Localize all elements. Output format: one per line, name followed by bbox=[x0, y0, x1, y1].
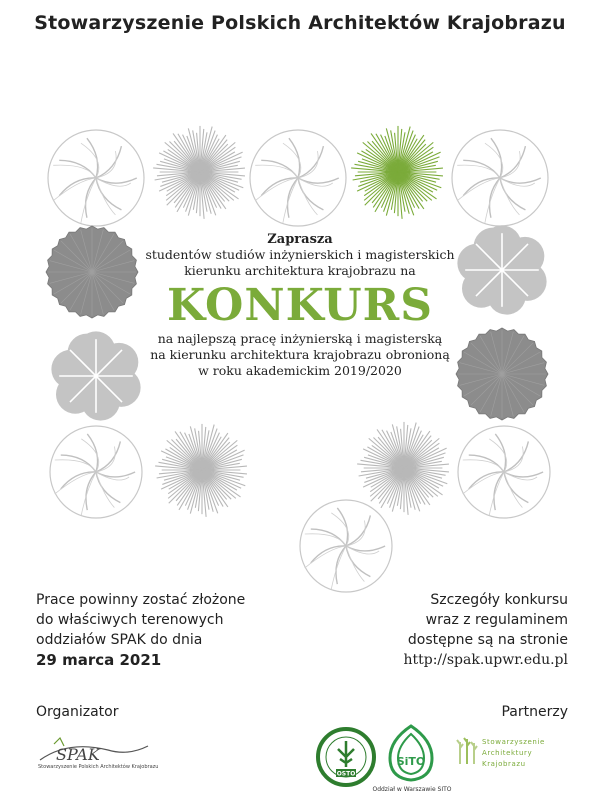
invite-line: kierunku architektura krajobrazu na bbox=[184, 263, 416, 278]
poster-header: Stowarzyszenie Polskich Architektów Krajobrazu bbox=[34, 12, 566, 34]
saak-line: Krajobrazu bbox=[482, 760, 526, 768]
sito-text: SiTO bbox=[396, 755, 426, 768]
submission-line: Prace powinny zostać złożone bbox=[36, 592, 246, 608]
invite-line: studentów studiów inżynierskich i magisterskich bbox=[145, 247, 455, 262]
tree-radial-green bbox=[351, 126, 443, 219]
description-line: na najlepszą pracę inżynierską i magisterską bbox=[157, 331, 443, 346]
website-link[interactable]: http://spak.upwr.edu.pl bbox=[403, 652, 568, 668]
saak-line: Architektury bbox=[482, 749, 533, 757]
spak-caption: Stowarzyszenie Polskich Architektów Krajobrazu bbox=[38, 764, 159, 770]
svg-text:SPAK: SPAK bbox=[56, 745, 100, 764]
organizer-label: Organizator bbox=[36, 704, 119, 720]
invites-heading: Zaprasza bbox=[267, 232, 333, 247]
details-info bbox=[308, 590, 568, 670]
tree-radial bbox=[357, 422, 449, 515]
sito-logo bbox=[386, 724, 436, 782]
tree-radial bbox=[153, 126, 245, 219]
osto-logo bbox=[316, 727, 376, 787]
sito-caption: Oddział w Warszawie SITO bbox=[372, 786, 452, 793]
details-line: wraz z regulaminem bbox=[425, 612, 568, 628]
partners-label: Partnerzy bbox=[501, 704, 568, 720]
tree-branching bbox=[48, 130, 144, 226]
details-line: dostępne są na stronie bbox=[407, 632, 568, 648]
description-line: na kierunku architektura krajobrazu obronioną bbox=[150, 347, 450, 362]
tree-cloud bbox=[457, 225, 546, 314]
osto-text: OSTO bbox=[336, 770, 356, 778]
tree-disc bbox=[456, 328, 548, 420]
tree-disc bbox=[46, 226, 138, 318]
tree-radial bbox=[155, 424, 247, 517]
description-line: w roku akademickim 2019/2020 bbox=[198, 363, 402, 378]
tree-branching bbox=[50, 426, 142, 518]
tree-branching bbox=[300, 500, 392, 592]
submission-line: do właściwych terenowych bbox=[36, 612, 224, 628]
tree-branching bbox=[452, 130, 548, 226]
deadline-date: 29 marca 2021 bbox=[36, 651, 162, 669]
tree-cloud bbox=[51, 331, 140, 420]
submission-line: oddziałów SPAK do dnia bbox=[36, 632, 203, 648]
saak-logo-text bbox=[482, 737, 545, 770]
details-line: Szczegóły konkursu bbox=[430, 592, 568, 608]
saak-logo-trees bbox=[456, 736, 478, 766]
saak-line: Stowarzyszenie bbox=[482, 738, 545, 746]
tree-branching bbox=[458, 426, 550, 518]
contest-title: KONKURS bbox=[167, 280, 433, 331]
tree-branching bbox=[250, 130, 346, 226]
submission-info bbox=[36, 590, 286, 670]
invitation-block bbox=[140, 232, 460, 379]
